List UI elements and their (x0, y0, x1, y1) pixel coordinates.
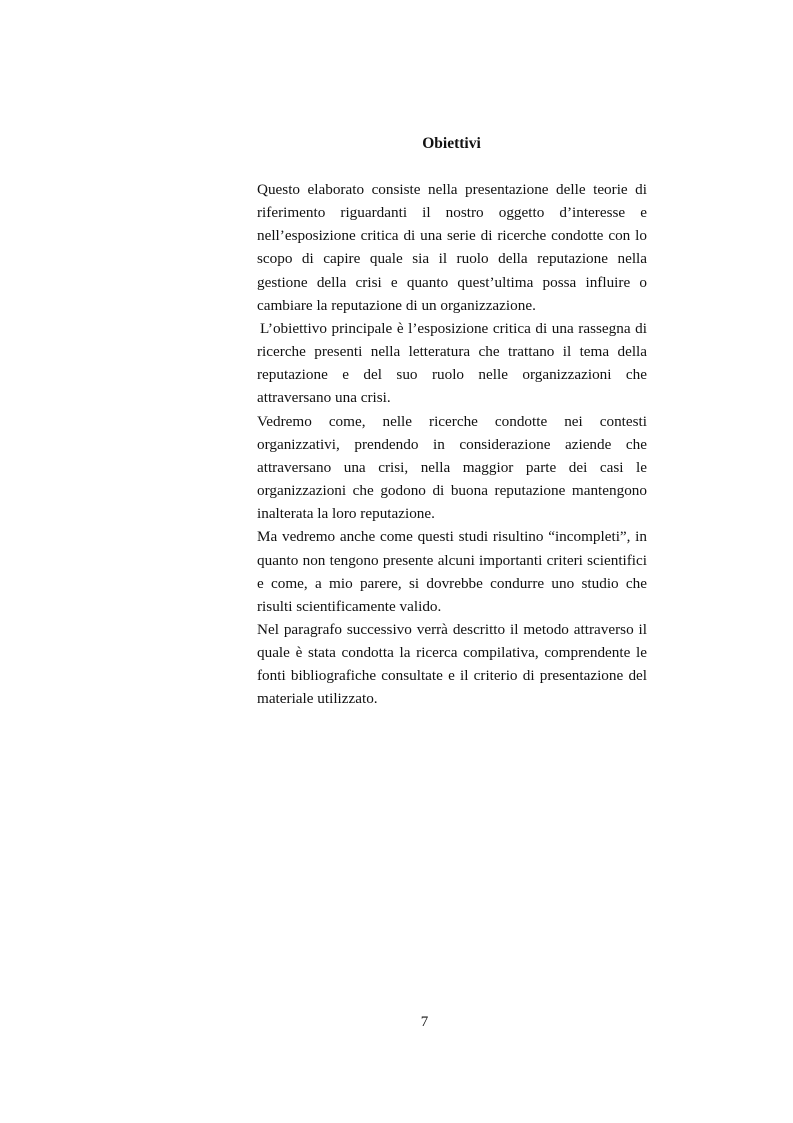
paragraph-1: Questo elaborato consiste nella presentazione delle teorie di riferimento riguardanti il nostro oggetto d’interesse e nell’esposizione critica di una serie di ricerche condotte con lo scopo di capire quale sia il ruolo della reputazione nella gestione della crisi e quanto quest’ultima possa influire o cambiare la reputazione di un organizzazione. (257, 181, 647, 314)
paragraph-3: Vedremo come, nelle ricerche condotte nei contesti organizzativi, prendendo in considerazione aziende che attraversano una crisi, nella maggior parte dei casi le organizzazioni che godono di buona reputazione mantengono inalterata la loro reputazione. (257, 412, 647, 523)
page-number: 7 (420, 1014, 429, 1030)
paragraph-2: L’obiettivo principale è l’esposizione critica di una rassegna di ricerche presenti nella letteratura che trattano il tema della reputazione e del suo ruolo nelle organizzazioni che attraversano una crisi. (257, 319, 647, 407)
paragraph-4: Ma vedremo anche come questi studi risultino “incompleti”, in quanto non tengono presente alcuni importanti criteri scientifici e come, a mio parere, si dovrebbe condurre uno studio che risulti scientificamente valido. (257, 528, 647, 615)
paragraph-5: Nel paragrafo successivo verrà descritto il metodo attraverso il quale è stata condotta la ricerca compilativa, comprendente le fonti bibliografiche consultate e il criterio di presentazione del materiale utilizzato. (257, 620, 647, 708)
section-heading: Obiettivi (422, 135, 481, 152)
body-text (257, 178, 647, 711)
